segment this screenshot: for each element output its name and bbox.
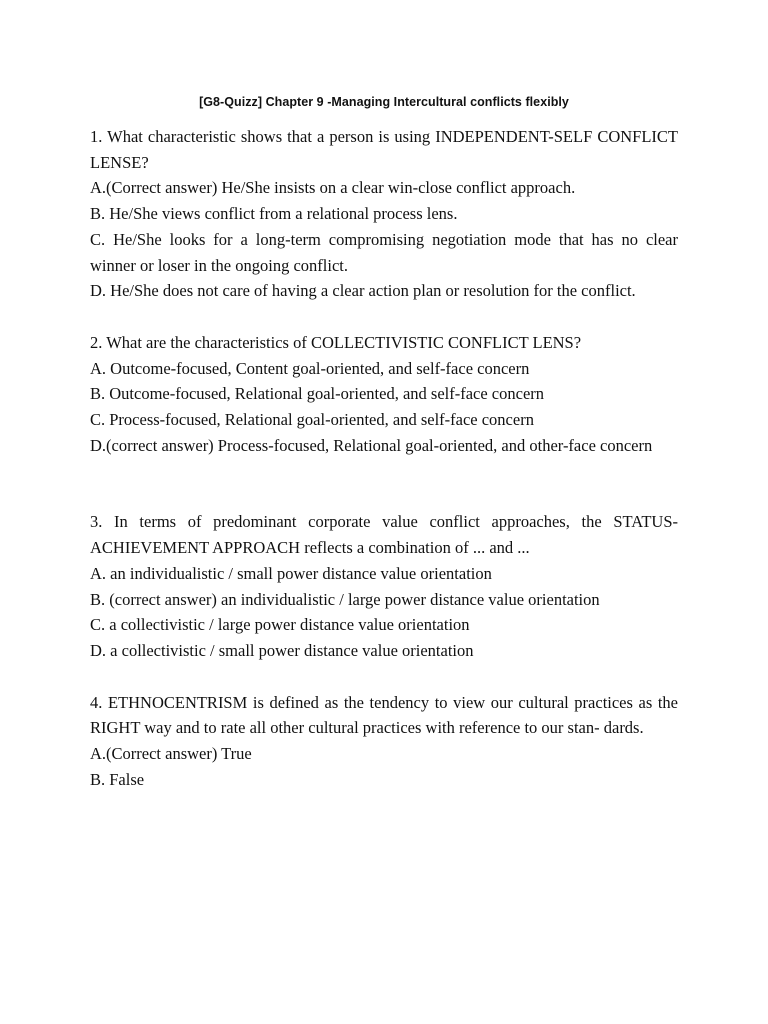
question-text: 2. What are the characteristics of COLLECTIVISTIC CONFLICT LENS?: [90, 332, 582, 352]
question-3: [90, 509, 678, 663]
answer-option-a: A. an individualistic / small power distance value orientation: [90, 563, 492, 583]
answer-option-b: B. Outcome-focused, Relational goal-oriented, and self-face concern: [90, 384, 545, 404]
question-text: 4. ETHNOCENTRISM is defined as the tendency to view our cultural practices as the RIGHT way and to rate all other cultural practices with reference to our stan- dards.: [90, 692, 678, 738]
answer-option-c: C. a collectivistic / large power distance value orientation: [90, 615, 470, 635]
question-2: [90, 330, 678, 459]
answer-option-b: B. False: [90, 769, 145, 789]
answer-option-a: A. Outcome-focused, Content goal-oriented, and self-face concern: [90, 358, 530, 378]
answer-option-c: C. Process-focused, Relational goal-oriented, and self-face concern: [90, 410, 534, 430]
answer-option-d: D. a collectivistic / small power distance value orientation: [90, 640, 474, 660]
answer-option-a: A.(Correct answer) True: [90, 744, 252, 764]
question-text: 1. What characteristic shows that a person is using INDEPENDENT-SELF CONFLICT LENSE?: [90, 127, 678, 172]
document-title: [G8-Quizz] Chapter 9 -Managing Intercultural conflicts flexibly: [199, 95, 569, 109]
question-text: 3. In terms of predominant corporate value conflict approaches, the STATUS-ACHIEVEMENT APPROACH reflects a combination of ... and ...: [90, 512, 678, 558]
question-4: [90, 690, 678, 793]
answer-option-b: B. He/She views conflict from a relational process lens.: [90, 204, 458, 224]
answer-option-a: A.(Correct answer) He/She insists on a clear win-close conflict approach.: [90, 178, 576, 198]
answer-option-b: B. (correct answer) an individualistic / large power distance value orientation: [90, 589, 600, 609]
answer-option-d: D. He/She does not care of having a clear action plan or resolution for the conflict.: [90, 281, 636, 301]
answer-option-d: D.(correct answer) Process-focused, Relational goal-oriented, and other-face concern: [90, 435, 653, 455]
answer-option-c: C. He/She looks for a long-term compromising negotiation mode that has no clear winner or loser in the ongoing conflict.: [90, 229, 678, 275]
question-1: [90, 124, 678, 304]
